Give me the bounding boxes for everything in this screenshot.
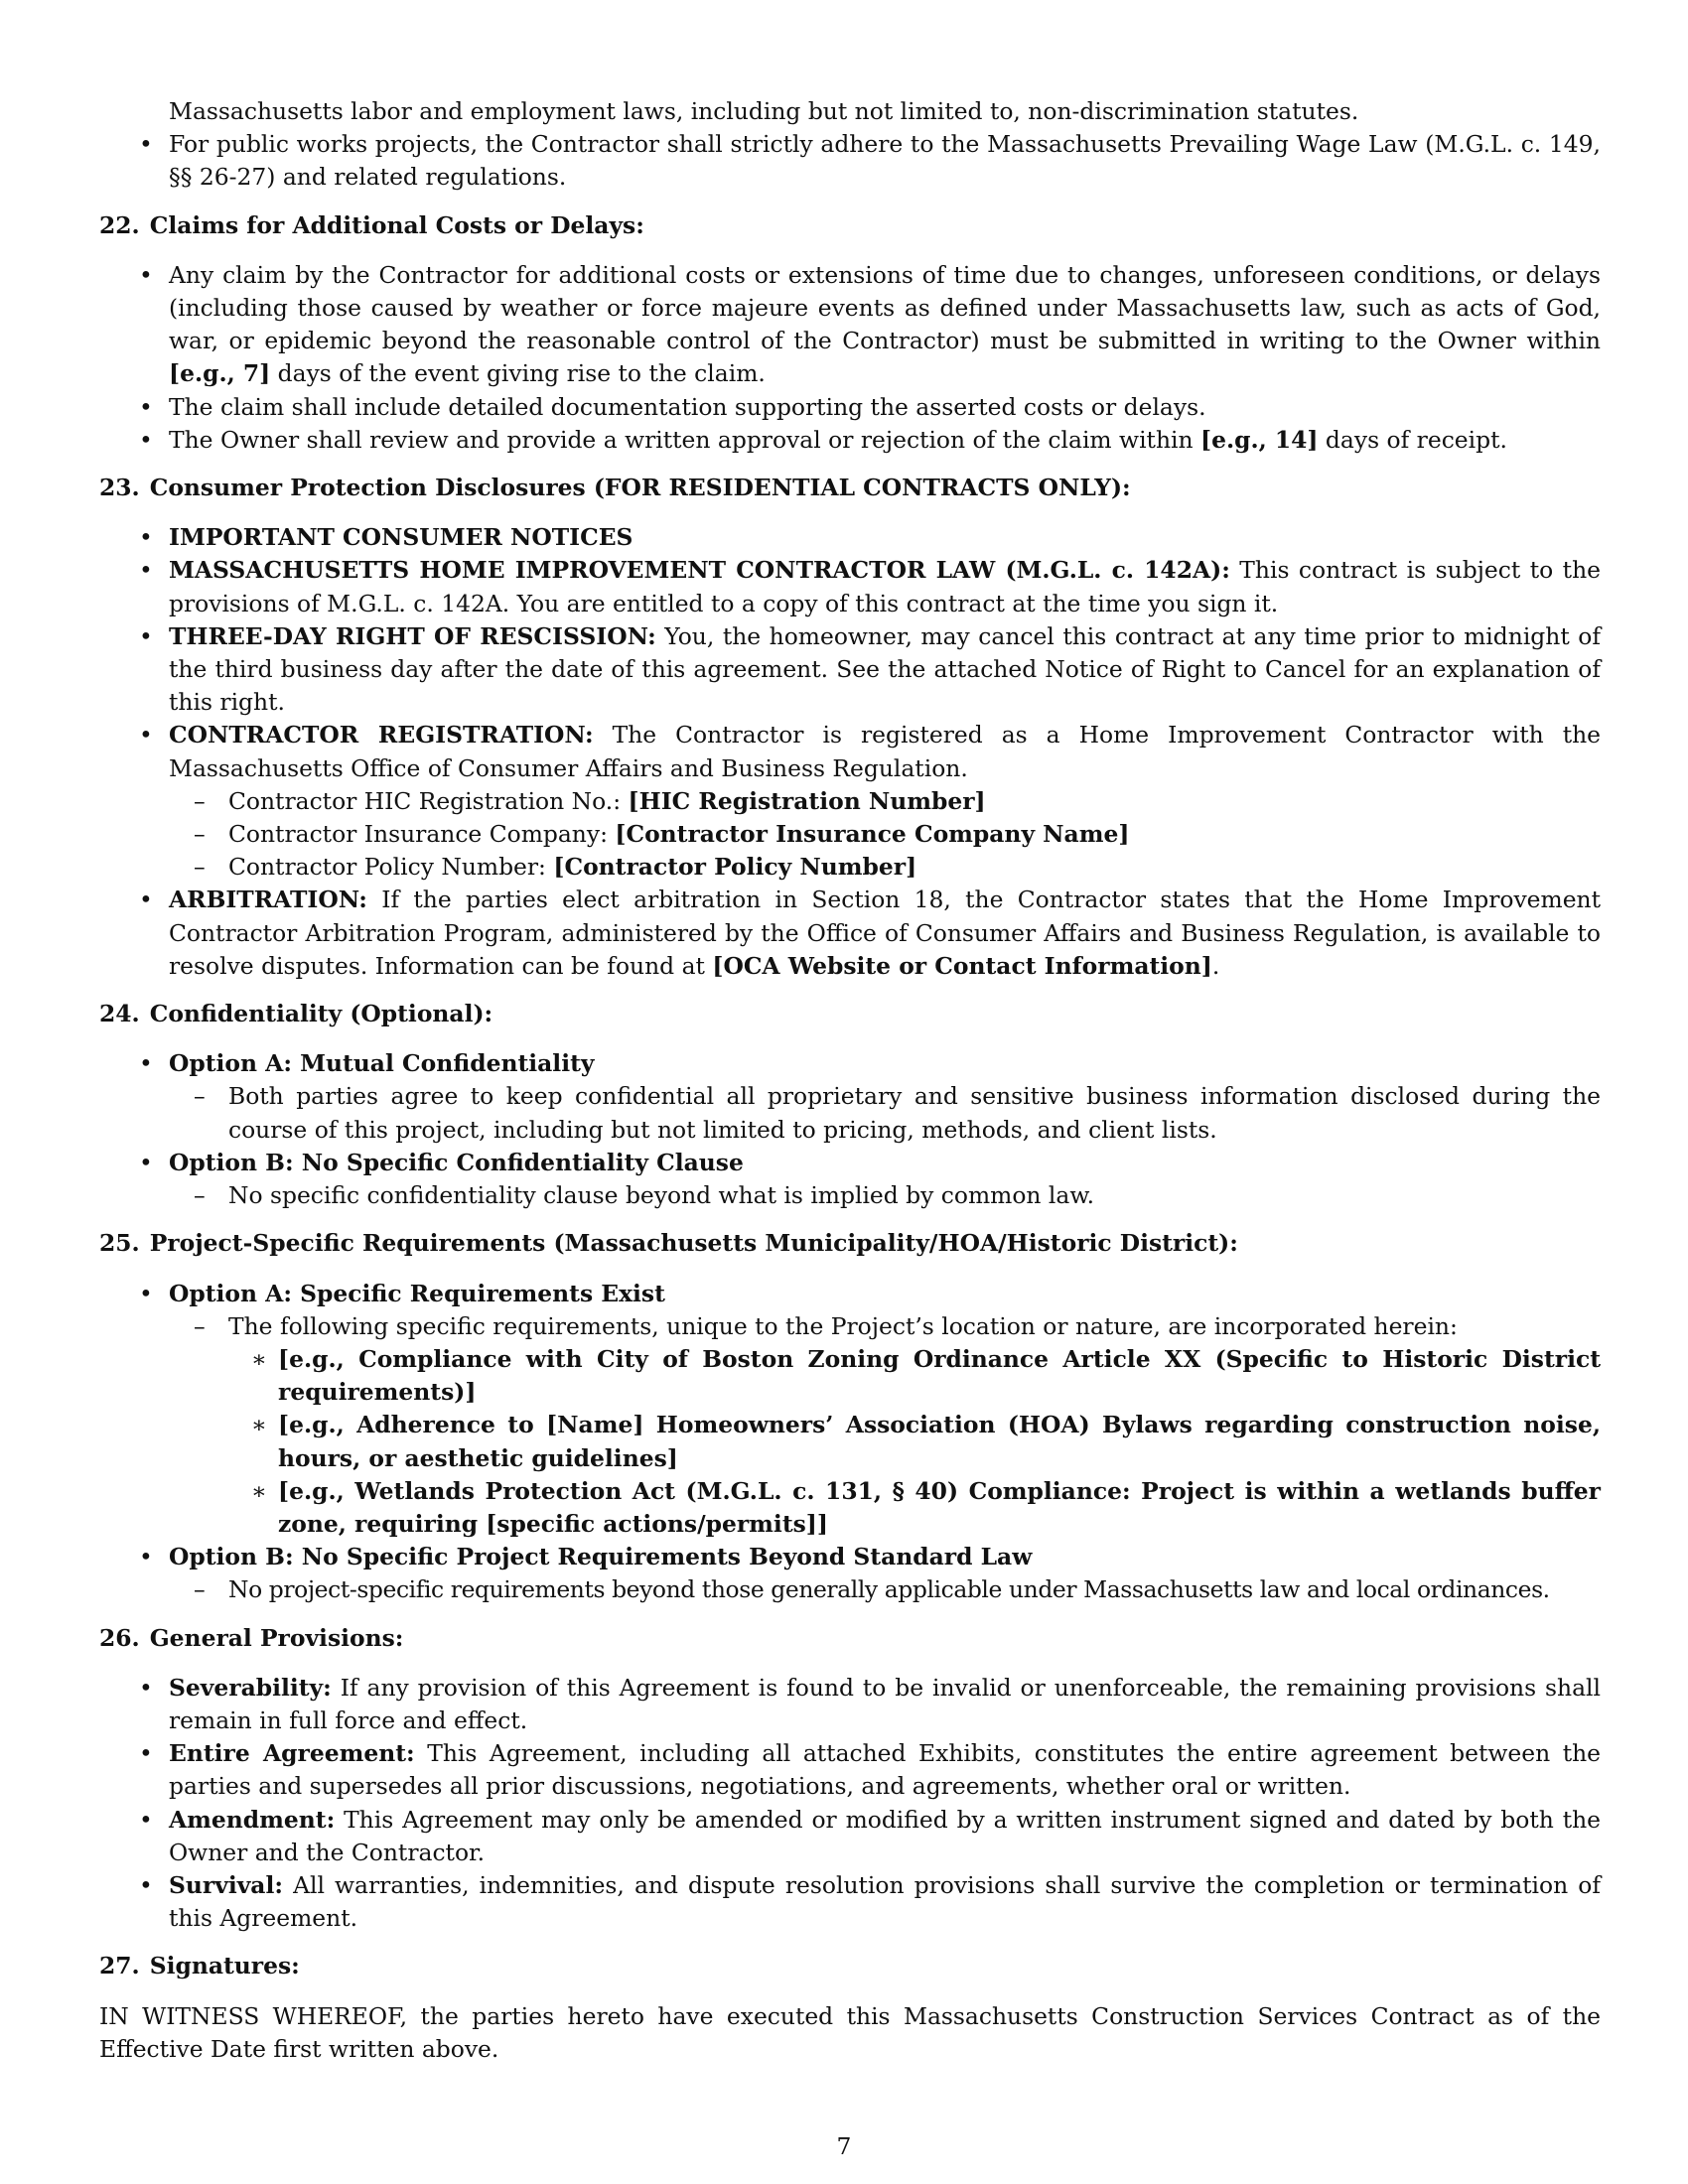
hic-law-text: This contract is subject to the provisions of M.G.L. c. 142A. You are entitled to a copy of this contract at the time you sign it. [169,556,1601,617]
option-b-label: Option B: No Specific Confidentiality Clause [169,1148,744,1176]
bullet-marker: • [139,1148,153,1176]
bullet-marker: • [139,721,153,750]
rescission-label: THREE-DAY RIGHT OF RESCISSION: [169,621,656,650]
consumer-notices-heading: IMPORTANT CONSUMER NOTICES [169,523,633,552]
section-number: 26. [99,1623,140,1652]
policy-number-label: Contractor Policy Number: [228,853,554,882]
bullet-marker: • [139,425,153,454]
section-number: 23. [99,474,140,502]
section-number: 22. [99,210,140,239]
bullet-marker: • [139,1870,153,1899]
requirement-item [99,1343,1601,1409]
registration-label: CONTRACTOR REGISTRATION: [169,721,594,750]
section-heading-27 [99,1950,1601,1982]
option-a-text: Both parties agree to keep confidential all proprietary and sensitive business information disclosed during the course of this project, including but not limited to pricing, methods, and client lists. [228,1082,1601,1144]
bullet-marker: • [139,621,153,650]
claim-text: Any claim by the Contractor for additional costs or extensions of time due to changes, unforeseen conditions, or delays (including those caused by weather or force majeure events as defined under Massachusetts law, such as acts of God, war, or epidemic beyond the reasonable control of the Contractor) must be submitted in writing to the Owner within [169,260,1601,355]
list-item [99,128,1601,194]
arbitration-text: If the parties elect arbitration in Section 18, the Contractor states that the Home Improvement Contractor Arbitration Program, administered by the Office of Consumer Affairs and Business Regulation, is available to resolve disputes. Information can be found at [169,886,1601,980]
option-a-label: Option A: Specific Requirements Exist [169,1279,665,1307]
requirements-sublist [99,1343,1601,1541]
list-item [99,554,1601,619]
entire-agreement-label: Entire Agreement: [169,1739,415,1768]
section-number: 24. [99,1000,140,1028]
section-23-list [99,521,1601,983]
option-b-label: Option B: No Specific Project Requirements Beyond Standard Law [169,1543,1033,1571]
option-b-sublist [99,1573,1601,1606]
sub-list-item [99,785,1601,818]
prevailing-wage-text: For public works projects, the Contractor shall strictly adhere to the Massachusetts Prevailing Wage Law (M.G.L. c. 149, §§ 26-27) and related regulations. [169,130,1601,192]
section-heading-23 [99,472,1601,504]
star-marker: ∗ [251,1476,267,1505]
hic-law-label: MASSACHUSETTS HOME IMPROVEMENT CONTRACTOR LAW (M.G.L. c. 142A): [169,556,1230,585]
section-heading-22 [99,209,1601,242]
list-item [99,1147,1601,1212]
section-title: Project-Specific Requirements (Massachusetts Municipality/HOA/Historic District): [149,1229,1238,1258]
amendment-label: Amendment: [169,1805,336,1834]
sub-list-item [99,1573,1601,1606]
arbitration-end: . [1211,951,1220,980]
section-title: Signatures: [149,1952,300,1980]
bullet-marker: • [139,392,153,421]
documentation-text: The claim shall include detailed documentation supporting the asserted costs or delays. [169,392,1206,421]
placeholder-days: [e.g., 14] [1200,425,1319,454]
list-item [99,1737,1601,1803]
list-item [99,1278,1601,1542]
review-text-end: days of receipt. [1318,425,1507,454]
claim-text-end: days of the event giving rise to the claim. [270,359,766,388]
list-item [99,1047,1601,1147]
lead-list [99,128,1601,194]
survival-text: All warranties, indemnities, and dispute resolution provisions shall survive the completion or termination of this Agreement. [169,1870,1601,1933]
list-item [99,620,1601,720]
dash-marker: – [194,1311,206,1340]
review-text: The Owner shall review and provide a written approval or rejection of the claim within [169,425,1200,454]
page-number: 7 [836,2132,852,2160]
list-item [99,1541,1601,1606]
list-item [99,391,1601,424]
dash-marker: – [194,786,206,815]
witness-paragraph: IN WITNESS WHEREOF, the parties hereto have executed this Massachusetts Construction Services Contract as of the Effective Date first written above. [99,2001,1601,2063]
list-item [99,521,1601,554]
continuation-text: Massachusetts labor and employment laws, including but not limited to, non-discrimination statutes. [169,97,1359,125]
registration-text: The Contractor is registered as a Home Improvement Contractor with the Massachusetts Office of Consumer Affairs and Business Regulation. [169,721,1601,782]
option-a-label: Option A: Mutual Confidentiality [169,1049,595,1078]
bullet-marker: • [139,556,153,585]
bullet-marker: • [139,523,153,552]
list-item [99,1672,1601,1737]
option-a-sublist [99,1080,1601,1146]
option-b-text: No project-specific requirements beyond those generally applicable under Massachusetts law and local ordinances. [228,1575,1550,1604]
sub-list-item [99,1080,1601,1146]
requirement-wetlands: [e.g., Wetlands Protection Act (M.G.L. c. 131, § 40) Compliance: Project is within a wetlands buffer zone, requiring [specific actions/permits]] [278,1476,1601,1538]
bullet-marker: • [139,1739,153,1768]
requirement-zoning: [e.g., Compliance with City of Boston Zoning Ordinance Article XX (Specific to Historic District requirements)] [278,1344,1601,1407]
bullet-marker: • [139,260,153,289]
section-heading-24 [99,998,1601,1030]
requirement-item [99,1409,1601,1474]
hic-number-value: [HIC Registration Number] [628,786,986,815]
bullet-marker: • [139,1279,153,1307]
dash-marker: – [194,1575,206,1604]
sub-list-item [99,851,1601,884]
option-a-sublist [99,1310,1601,1541]
insurance-company-value: [Contractor Insurance Company Name] [615,820,1130,849]
dash-marker: – [194,853,206,882]
section-number: 27. [99,1952,140,1980]
list-item [99,1804,1601,1869]
requirement-item [99,1475,1601,1541]
amendment-text: This Agreement may only be amended or modified by a written instrument signed and dated by both the Owner and the Contractor. [169,1805,1601,1866]
oca-contact-placeholder: [OCA Website or Contact Information] [712,951,1212,980]
section-title: Claims for Additional Costs or Delays: [149,210,644,239]
arbitration-label: ARBITRATION: [169,886,367,914]
insurance-company-label: Contractor Insurance Company: [228,820,616,849]
rescission-text: You, the homeowner, may cancel this contract at any time prior to midnight of the third business day after the date of this agreement. See the attached Notice of Right to Cancel for an explanation of this right. [169,621,1602,717]
list-item [99,424,1601,457]
severability-label: Severability: [169,1673,332,1702]
option-a-text: The following specific requirements, unique to the Project’s location or nature, are incorporated herein: [228,1311,1458,1340]
section-24-list [99,1047,1601,1212]
list-item [99,719,1601,884]
document-page [99,95,1601,2066]
list-item [99,884,1601,983]
registration-sublist [99,785,1601,885]
section-title: Confidentiality (Optional): [149,1000,493,1028]
list-item [99,1869,1601,1935]
entire-agreement-text: This Agreement, including all attached Exhibits, constitutes the entire agreement between the parties and supersedes all prior discussions, negotiations, and agreements, whether oral or written. [169,1739,1602,1801]
option-b-text: No specific confidentiality clause beyond what is implied by common law. [228,1181,1095,1210]
sub-list-item [99,1179,1601,1212]
list-item [99,259,1601,391]
star-marker: ∗ [251,1411,267,1439]
dash-marker: – [194,820,206,849]
requirement-hoa: [e.g., Adherence to [Name] Homeowners’ Association (HOA) Bylaws regarding construction noise, hours, or aesthetic guidelines] [278,1411,1601,1472]
hic-number-label: Contractor HIC Registration No.: [228,786,629,815]
placeholder-days: [e.g., 7] [169,359,271,388]
bullet-marker: • [139,1673,153,1702]
bullet-marker: • [139,886,153,914]
severability-text: If any provision of this Agreement is found to be invalid or unenforceable, the remaining provisions shall remain in full force and effect. [169,1673,1601,1734]
section-number: 25. [99,1229,140,1258]
policy-number-value: [Contractor Policy Number] [553,853,917,882]
section-25-list [99,1278,1601,1607]
section-22-list [99,259,1601,457]
section-title: Consumer Protection Disclosures (FOR RESIDENTIAL CONTRACTS ONLY): [149,474,1131,502]
survival-label: Survival: [169,1870,283,1899]
sub-list-item [99,818,1601,851]
sub-list-item [99,1310,1601,1541]
option-b-sublist [99,1179,1601,1212]
star-marker: ∗ [251,1344,267,1373]
section-title: General Provisions: [149,1623,404,1652]
bullet-marker: • [139,130,153,159]
bullet-marker: • [139,1805,153,1834]
bullet-marker: • [139,1543,153,1571]
section-26-list [99,1672,1601,1936]
dash-marker: – [194,1181,206,1210]
section-heading-25 [99,1227,1601,1260]
section-heading-26 [99,1622,1601,1655]
dash-marker: – [194,1082,206,1111]
bullet-marker: • [139,1049,153,1078]
